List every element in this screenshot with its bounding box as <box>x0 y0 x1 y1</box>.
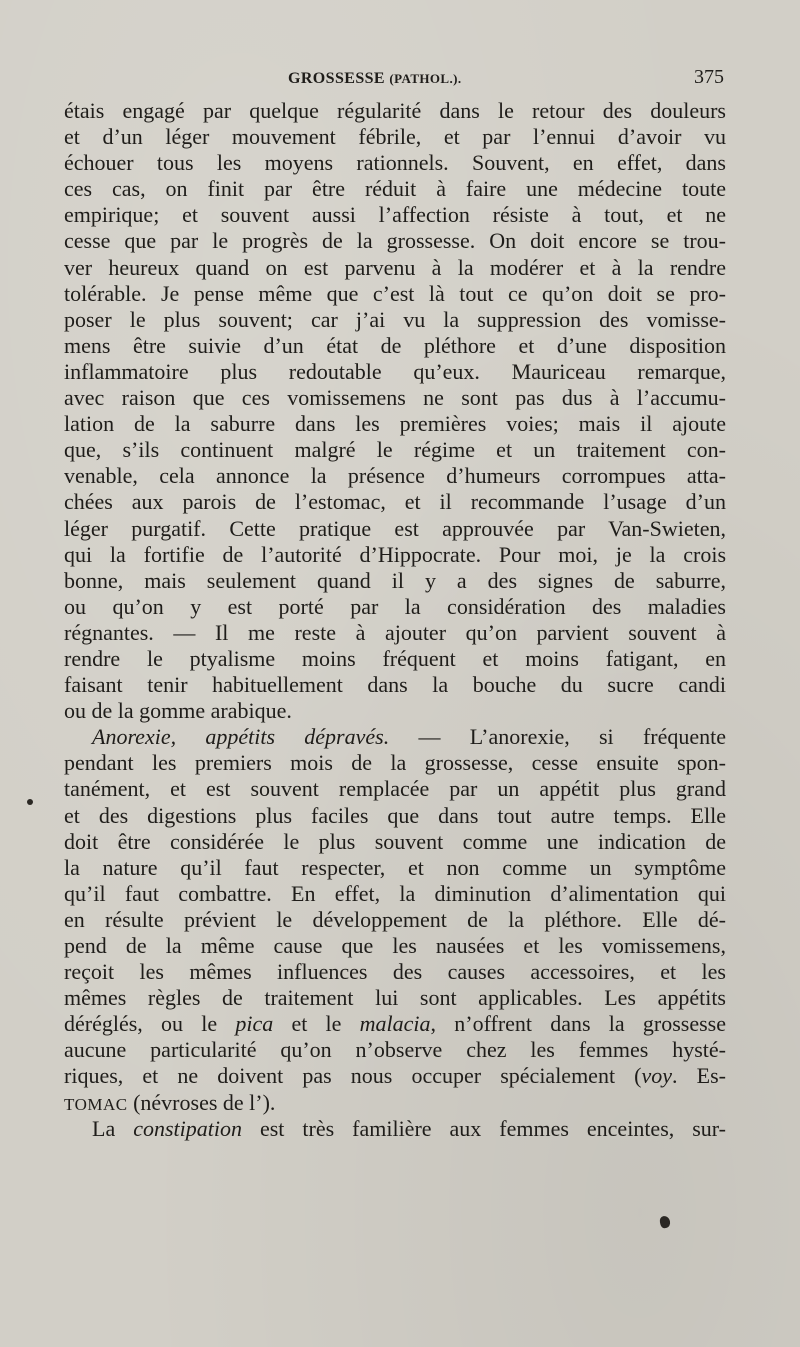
pica-line-mid: et le <box>273 1011 360 1037</box>
text-line: qu’il faut combattre. En effet, la diminution d’alimentation qui <box>64 880 726 906</box>
text-line: et d’un léger mouvement fébrile, et par l’ennui d’avoir vu <box>64 124 726 150</box>
riques-end: . Es- <box>672 1063 726 1089</box>
voy-abbrev: voy <box>641 1063 673 1089</box>
riques-start: riques, et ne doivent pas nous occuper spécialement ( <box>64 1063 642 1089</box>
text-line: poser le plus souvent; car j’ai vu la suppression des vomisse- <box>64 306 726 332</box>
text-line: ou qu’on y est porté par la considération des maladies <box>64 593 726 619</box>
text-line: doit être considérée le plus souvent comme une indication de <box>64 828 726 854</box>
anorexie-heading: Anorexie, appétits dépravés. <box>92 724 390 750</box>
constipation-end: est très familière aux femmes enceintes, sur- <box>241 1115 726 1141</box>
text-line: pend de la même cause que les nausées et les vomissemens, <box>64 933 726 958</box>
margin-ink-dot <box>27 799 33 805</box>
text-line: reçoit les mêmes influences des causes accessoires, et les <box>64 959 726 985</box>
pica-line-end: , n’offrent dans la grossesse <box>430 1011 726 1037</box>
running-head-subtitle: (PATHOL.). <box>389 71 462 86</box>
text-line: la nature qu’il faut respecter, et non comme un symptôme <box>64 854 726 880</box>
text-line: avec raison que ces vomissemens ne sont pas dus à l’accumu- <box>64 385 726 411</box>
text-line: ces cas, on finit par être réduit à faire une médecine toute <box>64 176 726 202</box>
text-line: chées aux parois de l’estomac, et il recommande l’usage d’un <box>64 489 726 515</box>
text-line: échouer tous les moyens rationnels. Souvent, en effet, dans <box>64 150 726 176</box>
running-head <box>288 70 462 88</box>
text-line: régnantes. — Il me reste à ajouter qu’on parvient souvent à <box>64 619 726 645</box>
pica-term: pica <box>235 1011 274 1037</box>
text-line: mens être suivie d’un état de pléthore et d’une disposition <box>64 332 726 358</box>
pica-line-start: déréglés, ou le <box>64 1011 236 1037</box>
page-header <box>62 64 728 94</box>
text-line: empirique; et souvent aussi l’affection résiste à tout, et ne <box>64 202 726 228</box>
estomac-line <box>64 1090 726 1116</box>
text-line: léger purgatif. Cette pratique est approuvée par Van-Swieten, <box>64 515 726 541</box>
text-line: en résulte prévient le développement de la pléthore. Elle dé- <box>64 906 726 932</box>
constipation-start: La <box>92 1115 134 1141</box>
estomac-smallcaps: TOMAC <box>64 1094 128 1114</box>
constipation-term: constipation <box>133 1115 242 1141</box>
text-line: inflammatoire plus redoutable qu’eux. Mauriceau remarque, <box>64 358 726 384</box>
running-head-title: GROSSESSE <box>288 70 385 87</box>
text-line: que, s’ils continuent malgré le régime et un traitement con- <box>64 437 726 463</box>
text-line: et des digestions plus faciles que dans tout autre temps. Elle <box>64 802 726 828</box>
text-line: qui la fortifie de l’autorité d’Hippocrate. Pour moi, je la crois <box>64 541 726 567</box>
pica-line <box>64 1011 726 1037</box>
page-number: 375 <box>694 66 724 88</box>
text-line: pendant les premiers mois de la grossesse, cesse ensuite spon- <box>64 750 726 776</box>
text-line: cesse que par le progrès de la grossesse. On doit encore se trou- <box>64 228 726 254</box>
text-line: ou de la gomme arabique. <box>64 698 292 724</box>
text-line: rendre le ptyalisme moins fréquent et moins fatigant, en <box>64 645 726 671</box>
anorexie-first-rest: — L’anorexie, si fréquente <box>389 724 726 750</box>
malacia-term: malacia <box>359 1011 431 1037</box>
text-line: ver heureux quand on est parvenu à la modérer et à la rendre <box>64 254 726 280</box>
text-line: venable, cela annonce la présence d’humeurs corrompues atta- <box>64 463 726 489</box>
text-line: faisant tenir habituellement dans la bouche du sucre candi <box>64 672 726 698</box>
body-text <box>64 98 726 1142</box>
estomac-end: (névroses de l’). <box>127 1089 276 1115</box>
ink-blot <box>659 1215 671 1229</box>
text-line: étais engagé par quelque régularité dans le retour des douleurs <box>64 98 726 123</box>
text-line: tanément, et est souvent remplacée par un appétit plus grand <box>64 776 726 802</box>
text-line: aucune particularité qu’on n’observe chez les femmes hysté- <box>64 1037 726 1063</box>
text-line: tolérable. Je pense même que c’est là tout ce qu’on doit se pro- <box>64 280 726 306</box>
voy-line <box>64 1063 726 1089</box>
text-line: bonne, mais seulement quand il y a des signes de saburre, <box>64 567 726 593</box>
constipation-line <box>64 1116 726 1142</box>
text-line: mêmes règles de traitement lui sont applicables. Les appétits <box>64 985 726 1011</box>
anorexie-first-line <box>64 724 726 750</box>
text-line: lation de la saburre dans les premières voies; mais il ajoute <box>64 411 726 437</box>
